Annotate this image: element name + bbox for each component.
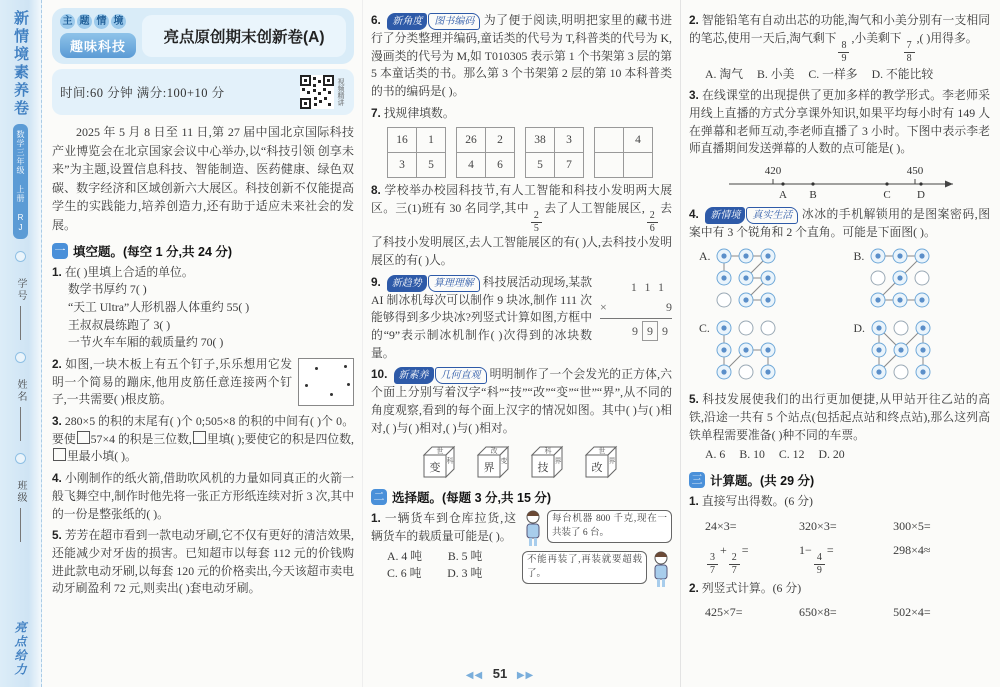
pattern-label: D. bbox=[853, 320, 865, 335]
question-number: 8. bbox=[371, 183, 381, 198]
cube-figure bbox=[421, 443, 461, 481]
question-number: 10. bbox=[371, 367, 388, 382]
choice-q5 bbox=[689, 391, 990, 464]
nail-dot bbox=[315, 367, 318, 370]
fill-q7 bbox=[371, 105, 672, 179]
cube-top-char: 世 bbox=[436, 447, 443, 456]
student-figure-icon bbox=[650, 551, 672, 589]
question-text-part: 明明制作了一个会发光的正方体,六个面上分别写着汉字“科”“技”“改”“变”“世”“界”,从不同的角度观察,看到的每个面上汉字的情况如图。 bbox=[371, 367, 673, 417]
reasoning-badge: 算理理解 bbox=[428, 275, 480, 292]
grid-cell: 3 bbox=[555, 128, 584, 153]
cube-front-char: 技 bbox=[537, 462, 548, 475]
question-text: 冰冰的手机解锁用的是图案密码,图案中有 3 个锐角和 2 个直角。可能是下面图( )。 bbox=[689, 207, 990, 240]
denominator: 5 bbox=[533, 223, 539, 235]
times-sign: × bbox=[600, 299, 607, 314]
grid-cell: 4 bbox=[624, 128, 653, 153]
left-binding-sidebar bbox=[0, 0, 42, 687]
question-number: 3. bbox=[52, 414, 62, 429]
choice-q2 bbox=[689, 12, 990, 83]
name-label: 姓名 bbox=[15, 379, 26, 403]
numerator: 2 bbox=[531, 211, 542, 223]
multiplicand: 111 bbox=[630, 279, 672, 294]
cube-front-char: 改 bbox=[591, 462, 602, 475]
q1-line: 数学书厚约 7( ) bbox=[68, 282, 147, 297]
point-c-label: C bbox=[882, 189, 891, 202]
grid-cell: 16 bbox=[388, 128, 417, 153]
column-3 bbox=[680, 0, 998, 687]
question-number: 4. bbox=[689, 207, 699, 222]
pattern-option-a bbox=[699, 246, 836, 316]
nail-dot bbox=[347, 383, 350, 386]
question-number: 3. bbox=[689, 88, 699, 103]
numerator: 2 bbox=[647, 211, 658, 223]
student-no-blank bbox=[20, 306, 21, 340]
question-number: 5. bbox=[52, 528, 62, 543]
point-d-label: D bbox=[916, 189, 925, 202]
equals-sign: = bbox=[826, 542, 834, 557]
cube-front-char: 界 bbox=[483, 462, 494, 475]
calc-item-fraction-diff bbox=[799, 541, 893, 576]
class-label: 班级 bbox=[15, 480, 26, 504]
cube-figure bbox=[583, 443, 623, 481]
page-number: 51 bbox=[492, 666, 508, 681]
nail-board-figure bbox=[298, 358, 354, 406]
equals-sign: = bbox=[741, 542, 749, 557]
option-b: B. 5 吨 bbox=[447, 548, 483, 563]
option-c: C. 一样多 bbox=[808, 66, 858, 81]
question-text-part: 其中( )与( )相对,( )与( )相对,( )与( )相对。 bbox=[371, 402, 672, 435]
denominator: 6 bbox=[649, 223, 655, 235]
numerator: 2 bbox=[729, 553, 740, 565]
cube-figure bbox=[475, 443, 515, 481]
paper-header bbox=[52, 8, 354, 64]
student-no-label: 学号 bbox=[15, 278, 26, 302]
denominator: 9 bbox=[841, 52, 847, 64]
section-calc-heading bbox=[689, 471, 990, 489]
pattern-label: C. bbox=[699, 320, 710, 335]
question-text: 科技发展使我们的出行更加便捷,从甲站开往乙站的高铁,沿途一共有 5 个站点(包括起点站和终点站),那么这列高铁单程需要准备( )种不同的车票。 bbox=[689, 392, 990, 442]
question-text: 科技展活动现场,某款 AI 制冰机每次可以制作 9 块冰,制作 111 次能够得到多少块冰?列竖式计算如图,方框中的“9”表示制冰机制作( )次得到的冰块数量。 bbox=[371, 274, 593, 360]
pattern-lock-options bbox=[689, 246, 990, 387]
question-text-part: 去了人工智能展区, bbox=[543, 201, 645, 216]
question-number: 7. bbox=[371, 105, 381, 120]
publisher-logo: 亮点给力 bbox=[13, 621, 27, 677]
digit-blank-box bbox=[53, 448, 66, 461]
theme-char: 境 bbox=[111, 14, 126, 29]
paper-meta-bar bbox=[52, 69, 354, 115]
option-d: D. 20 bbox=[818, 447, 845, 462]
question-text: 小刚制作的纸火箭,借助吹风机的力量如同真正的火箭一般飞舞空中,制作时他先将一张正方形纸连续对折 3 次,其中的一份是整张纸的( )。 bbox=[52, 471, 354, 521]
grid-cell: 26 bbox=[457, 128, 486, 153]
one: 1 bbox=[799, 542, 806, 557]
cube-top-char: 改 bbox=[490, 447, 497, 456]
question-text: 在线课堂的出现提供了更加多样的教学形式。李老师采用线上直播的方式分享课外知识,如果平均每小时有 149 人在弹幕和老师互动,李老师直播了 3 小时。下图中表示李老师直播期间发送弹幕的人数的点可能是( )。 bbox=[689, 88, 990, 156]
column-1 bbox=[44, 0, 362, 687]
choice-q4 bbox=[689, 206, 990, 387]
fraction bbox=[707, 553, 718, 576]
numerator: 4 bbox=[814, 553, 825, 565]
calc-item: 425×7= bbox=[705, 605, 743, 620]
grid-cell: 4 bbox=[457, 153, 486, 178]
section-one-icon: 一 bbox=[52, 243, 68, 259]
real-life-badge: 真实生活 bbox=[746, 207, 798, 224]
cube-right-char: 变 bbox=[500, 457, 507, 466]
calc-item: 320×3= bbox=[799, 518, 837, 533]
grid-cell: 1 bbox=[417, 128, 446, 153]
question-text: 在( )里填上合适的单位。 bbox=[64, 264, 194, 279]
nail-dot bbox=[344, 365, 347, 368]
option-a: A. 淘气 bbox=[705, 66, 744, 81]
tick-label-450: 450 bbox=[906, 165, 923, 178]
speech-bubble: 每台机器 800 千克,现在一共装了 6 台。 bbox=[547, 510, 672, 543]
cube-front-char: 变 bbox=[429, 462, 440, 475]
cube-top-char: 世 bbox=[598, 447, 605, 456]
fill-q4 bbox=[52, 470, 354, 523]
cube-right-char: 科 bbox=[446, 457, 453, 466]
qr-caption: 视频精讲 bbox=[337, 78, 345, 106]
prev-page-arrows: ◀◀ bbox=[465, 670, 484, 681]
question-text-part: 57×4 的积是三位数, bbox=[90, 431, 192, 446]
plus-sign: + bbox=[720, 542, 727, 557]
new-angle-badge: 新角度 bbox=[387, 13, 427, 30]
grid-cell: 7 bbox=[555, 153, 584, 178]
cube-top-char: 科 bbox=[544, 447, 551, 456]
question-number: 2. bbox=[689, 580, 699, 595]
cube-right-char: 界 bbox=[554, 457, 561, 466]
number-grid bbox=[594, 127, 653, 178]
pattern-lock-grid bbox=[714, 318, 778, 388]
question-text: 找规律填数。 bbox=[383, 105, 455, 120]
oral-calc-row-1 bbox=[689, 517, 990, 535]
binding-dot-icon bbox=[15, 453, 26, 464]
numerator: 7 bbox=[904, 41, 915, 53]
grid-cell bbox=[624, 153, 653, 178]
speech-bubble: 不能再装了,再装就要超载了。 bbox=[522, 551, 647, 584]
nail-dot bbox=[330, 393, 333, 396]
fraction bbox=[531, 211, 542, 234]
pattern-lock-grid bbox=[868, 246, 932, 316]
result-digit: 9 bbox=[632, 323, 638, 338]
cube-right-char: 界 bbox=[608, 457, 615, 466]
new-trend-badge: 新趋势 bbox=[387, 275, 427, 292]
pattern-label: B. bbox=[853, 248, 865, 263]
question-text-part: ,( )用得多。 bbox=[916, 30, 978, 45]
grid-cell: 38 bbox=[526, 128, 555, 153]
new-context-badge: 新情境 bbox=[705, 207, 745, 224]
question-text-part: 学校举办校园科技节,有人工智能和科技小发明两大展区。三(1)班有 30 名同学,其中 bbox=[371, 183, 672, 216]
theme-char: 题 bbox=[77, 14, 92, 29]
theme-name-pill: 趣味科技 bbox=[60, 33, 136, 58]
option-a: A. 4 吨 bbox=[387, 548, 423, 563]
calc-item-estimate: 298×4≈ bbox=[893, 542, 931, 557]
question-text: 为了便于阅读,明明把家里的藏书进行了分类整理并编码,童话类的代号为 T,科普类的代号为 K,漫画类的代号为 M,如 T010305 表示第 1 个书架第 3 层的第 5 本童话类的书。那么第 3 个书架第 2 层的第 10 本科普类的书的编码是( )。 bbox=[371, 13, 672, 99]
option-b: B. 10 bbox=[739, 447, 765, 462]
oral-calc-row-2 bbox=[689, 541, 990, 576]
q1-line: 一节火车车厢的载质量约 70( ) bbox=[68, 335, 224, 350]
page-footer bbox=[0, 666, 1000, 681]
qr-code bbox=[300, 75, 334, 109]
denominator: 9 bbox=[816, 564, 822, 576]
paper-title: 亮点原创期末创新卷(A) bbox=[142, 15, 346, 57]
question-number: 4. bbox=[52, 471, 62, 486]
q1-line: “天工 Ultra”人形机器人体重约 55( ) bbox=[68, 299, 250, 314]
calc-q2 bbox=[689, 580, 990, 622]
choice-q1 bbox=[371, 510, 672, 594]
name-blank bbox=[20, 407, 21, 441]
number-line-figure bbox=[715, 160, 965, 202]
option-d: D. 3 吨 bbox=[447, 566, 483, 581]
question-number: 5. bbox=[689, 392, 699, 407]
question-text: 一辆货车到仓库拉货,这辆货车的载质量可能是( )。 bbox=[371, 511, 516, 543]
question-text: 芳芳在超市看到一款电动牙刷,它不仅有更好的清洁效果,还能减少对牙齿的损害。已知超市以每套 112 元的价钱购进此款电动牙刷,以每套 120 元的价格卖出,今天该超市卖电动牙刷盈利 72 元,则卖出( )套电动牙刷。 bbox=[52, 528, 354, 596]
section-calc-title: 计算题。(共 29 分) bbox=[710, 473, 815, 488]
pattern-number-grids bbox=[371, 127, 672, 178]
vertical-multiplication-figure bbox=[600, 278, 672, 341]
numerator: 8 bbox=[838, 41, 849, 53]
book-coding-badge: 图书编码 bbox=[428, 13, 480, 30]
grid-cell: 2 bbox=[486, 128, 515, 153]
option-c: C. 12 bbox=[778, 447, 805, 462]
options-row bbox=[689, 446, 990, 464]
series-title: 新情境素养卷 bbox=[12, 10, 29, 118]
calc-item-fraction-sum bbox=[705, 541, 799, 576]
option-d: D. 不能比较 bbox=[871, 66, 934, 81]
fill-q2 bbox=[52, 356, 354, 409]
digit-blank-box bbox=[193, 431, 206, 444]
intro-paragraph: 2025 年 5 月 8 日至 11 日,第 27 届中国北京国际科技产业博览会在北京国家会议中心举办,以“科技引领 创享未来”为主题,设置信息科技、智能制造、医药健康、绿色双碳、数字经济和区域创新六大展区。科技创新不仅能提高学生的实践能力,培养创造力,还有助于适应未来社会的发展。 bbox=[52, 125, 354, 232]
fraction bbox=[729, 553, 740, 576]
fill-q6 bbox=[371, 12, 672, 101]
theme-chars bbox=[60, 14, 136, 29]
theme-char: 主 bbox=[60, 14, 75, 29]
fraction bbox=[814, 553, 825, 576]
cube-figures bbox=[371, 443, 672, 481]
theme-block bbox=[60, 14, 136, 58]
denominator: 7 bbox=[710, 564, 715, 576]
student-figure-icon bbox=[522, 510, 544, 548]
choice-q3 bbox=[689, 87, 990, 202]
fill-q10 bbox=[371, 366, 672, 481]
theme-char: 情 bbox=[94, 14, 109, 29]
new-literacy-badge: 新素养 bbox=[394, 367, 434, 384]
calc-item: 24×3= bbox=[705, 518, 737, 533]
fill-q5 bbox=[52, 527, 354, 598]
geometry-badge: 几何直观 bbox=[435, 367, 487, 384]
question-number: 6. bbox=[371, 13, 381, 27]
grade-badge: 数学三年级 上册 RJ bbox=[13, 124, 28, 239]
calc-item: 502×4= bbox=[893, 605, 931, 620]
grid-cell: 5 bbox=[526, 153, 555, 178]
fill-q3 bbox=[52, 413, 354, 466]
section-choice-title: 选择题。(每题 3 分,共 15 分) bbox=[392, 491, 552, 506]
pattern-lock-grid bbox=[714, 246, 778, 316]
question-number: 2. bbox=[52, 357, 62, 371]
calc-item: 650×8= bbox=[799, 605, 837, 620]
pattern-label: A. bbox=[699, 248, 711, 263]
question-number: 1. bbox=[689, 493, 699, 508]
calc-item: 300×5= bbox=[893, 518, 931, 533]
section-three-icon: 三 bbox=[689, 472, 705, 488]
binding-dot-icon bbox=[15, 352, 26, 363]
option-b: B. 小美 bbox=[757, 66, 795, 81]
binding-dot-icon bbox=[15, 251, 26, 262]
fraction bbox=[647, 211, 658, 234]
options-row bbox=[689, 66, 990, 84]
question-number: 2. bbox=[689, 13, 699, 27]
paper-content bbox=[44, 0, 998, 687]
pattern-lock-grid bbox=[869, 318, 933, 388]
cube-figure bbox=[529, 443, 569, 481]
result-digit: 9 bbox=[662, 323, 668, 338]
calc-q1 bbox=[689, 493, 990, 576]
q1-line: 王叔叔晨练跑了 3( ) bbox=[68, 317, 171, 332]
minus-sign: − bbox=[805, 542, 812, 557]
question-text-part: 智能铅笔有自动出芯的功能,淘气和小美分别有一支相同的笔芯,使用一天后,淘气剩下 bbox=[689, 13, 990, 45]
question-text: 直接写出得数。(6 分) bbox=[701, 493, 813, 508]
grid-cell: 5 bbox=[417, 153, 446, 178]
fill-q8 bbox=[371, 182, 672, 269]
options-row bbox=[371, 548, 516, 583]
section-choice-heading bbox=[371, 488, 672, 506]
pattern-option-c bbox=[699, 318, 836, 388]
denominator: 7 bbox=[731, 564, 737, 576]
fill-q9 bbox=[371, 274, 672, 363]
pattern-option-d bbox=[854, 318, 991, 388]
qr-block bbox=[300, 75, 346, 109]
grid-cell bbox=[595, 153, 624, 178]
number-grid bbox=[387, 127, 446, 178]
grid-cell: 3 bbox=[388, 153, 417, 178]
question-text-part: 里填( );要使它的积是四位数, bbox=[206, 431, 354, 446]
denominator: 8 bbox=[906, 52, 912, 64]
section-fill-heading bbox=[52, 242, 354, 260]
boxed-result-digit: 9 bbox=[642, 321, 658, 341]
grid-cell bbox=[595, 128, 624, 153]
question-number: 9. bbox=[371, 274, 381, 289]
question-text: 如图,一块木板上有五个钉子,乐乐想用它发明一个简易的蹦床,他用皮筋任意连接两个钉子,一共需要( )根皮筋。 bbox=[52, 357, 292, 407]
section-fill-title: 填空题。(每空 1 分,共 24 分) bbox=[73, 244, 233, 259]
nail-dot bbox=[305, 384, 308, 387]
digit-blank-box bbox=[77, 431, 90, 444]
question-text-part: 里最小填( )。 bbox=[67, 449, 137, 464]
fraction bbox=[838, 41, 849, 64]
column-2 bbox=[362, 0, 680, 687]
numerator: 3 bbox=[707, 553, 718, 565]
question-text-part: 280×5 的积的末尾有( )个 0;505×8 的积的中间有( )个 0。要使 bbox=[52, 414, 354, 446]
point-a-label: A bbox=[778, 189, 787, 202]
fraction bbox=[904, 41, 915, 64]
question-number: 1. bbox=[371, 511, 381, 526]
next-page-arrows: ▶▶ bbox=[516, 670, 535, 681]
question-text-part: 去了科技小发明展区,去人工智能展区的有( )人,去科技小发明展区的有( )人。 bbox=[371, 201, 672, 267]
multiplier: 9 bbox=[666, 299, 672, 314]
option-c: C. 6 吨 bbox=[387, 566, 422, 581]
time-score-text: 时间:60 分钟 满分:100+10 分 bbox=[60, 86, 225, 100]
tick-label-420: 420 bbox=[764, 165, 781, 178]
class-blank bbox=[20, 508, 21, 542]
number-grid bbox=[456, 127, 515, 178]
number-grid bbox=[525, 127, 584, 178]
pattern-option-b bbox=[854, 246, 991, 316]
truck-scene bbox=[522, 510, 672, 592]
section-two-icon: 二 bbox=[371, 489, 387, 505]
fill-q1 bbox=[52, 264, 354, 352]
point-b-label: B bbox=[808, 189, 817, 202]
question-number: 1. bbox=[52, 264, 62, 279]
question-text-part: ,小美剩下 bbox=[851, 30, 902, 45]
column-calc-row bbox=[689, 603, 990, 621]
option-a: A. 6 bbox=[705, 447, 726, 462]
grid-cell: 6 bbox=[486, 153, 515, 178]
question-text: 列竖式计算。(6 分) bbox=[701, 580, 802, 595]
